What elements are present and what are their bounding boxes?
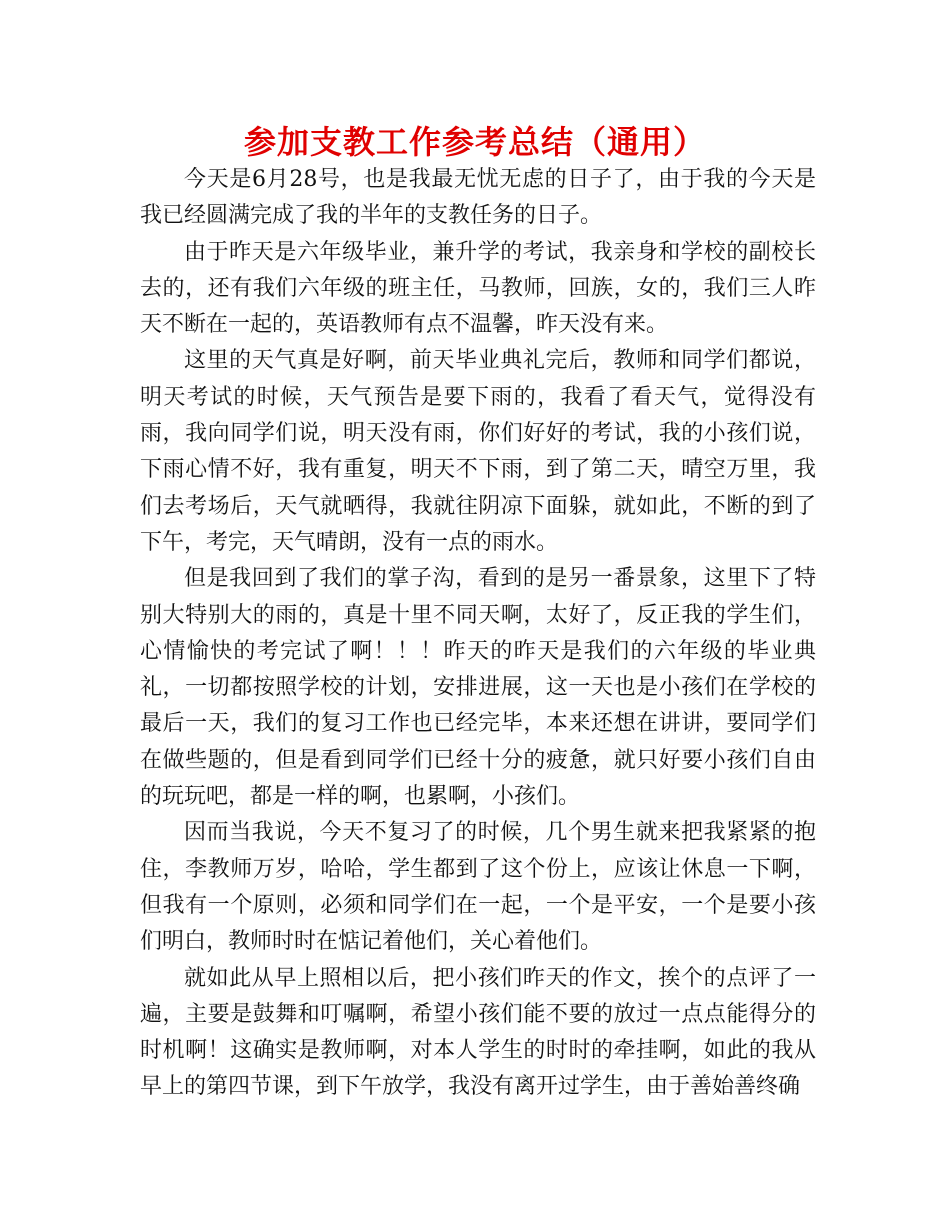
paragraph-3: 这里的天气真是好啊，前天毕业典礼完后，教师和同学们都说，明天考试的时候，天气预告是要下雨的，我看了看天气，觉得没有雨，我向同学们说，明天没有雨，你们好好的考试，我的小孩们说，下雨心情不好，我有重复，明天不下雨，到了第二天，晴空万里，我们去考场后，天气就晒得，我就往阴凉下面躲，就如此，不断的到了下午，考完，天气晴朗，没有一点的雨水。 xyxy=(140,348,816,555)
paragraph-2: 由于昨天是六年级毕业，兼升学的考试，我亲身和学校的副校长去的，还有我们六年级的班主任，马教师，回族，女的，我们三人昨天不断在一起的，英语教师有点不温馨，昨天没有来。 xyxy=(140,239,816,338)
paragraph-4: 但是我回到了我们的掌子沟，看到的是另一番景象，这里下了特别大特别大的雨的，真是十里不同天啊，太好了，反正我的学生们，心情愉快的考完试了啊！！！昨天的昨天是我们的六年级的毕业典礼，一切都按照学校的计划，安排进展，这一天也是小孩们在学校的最后一天，我们的复习工作也已经完毕，本来还想在讲讲，要同学们在做些题的，但是看到同学们已经十分的疲惫，就只好要小孩们自由的玩玩吧，都是一样的啊，也累啊，小孩们。 xyxy=(140,566,816,810)
paragraph-5: 因而当我说，今天不复习了的时候，几个男生就来把我紧紧的抱住，李教师万岁，哈哈，学生都到了这个份上，应该让休息一下啊，但我有一个原则，必须和同学们在一起，一个是平安，一个是要小孩们明白，教师时时在惦记着他们，关心着他们。 xyxy=(140,820,816,955)
document-title: 参加支教工作参考总结（通用） xyxy=(243,123,706,161)
document-body xyxy=(140,162,816,1106)
paragraph-1: 今天是6月28号，也是我最无忧无虑的日子了，由于我的今天是我已经圆满完成了我的半年的支教任务的日子。 xyxy=(140,167,816,229)
paragraph-6: 就如此从早上照相以后，把小孩们昨天的作文，挨个的点评了一遍，主要是鼓舞和叮嘱啊，希望小孩们能不要的放过一点点能得分的时机啊！这确实是教师啊，对本人学生的时时的牵挂啊，如此的我从早上的第四节课，到下午放学，我没有离开过学生，由于善始善终确 xyxy=(140,965,816,1100)
